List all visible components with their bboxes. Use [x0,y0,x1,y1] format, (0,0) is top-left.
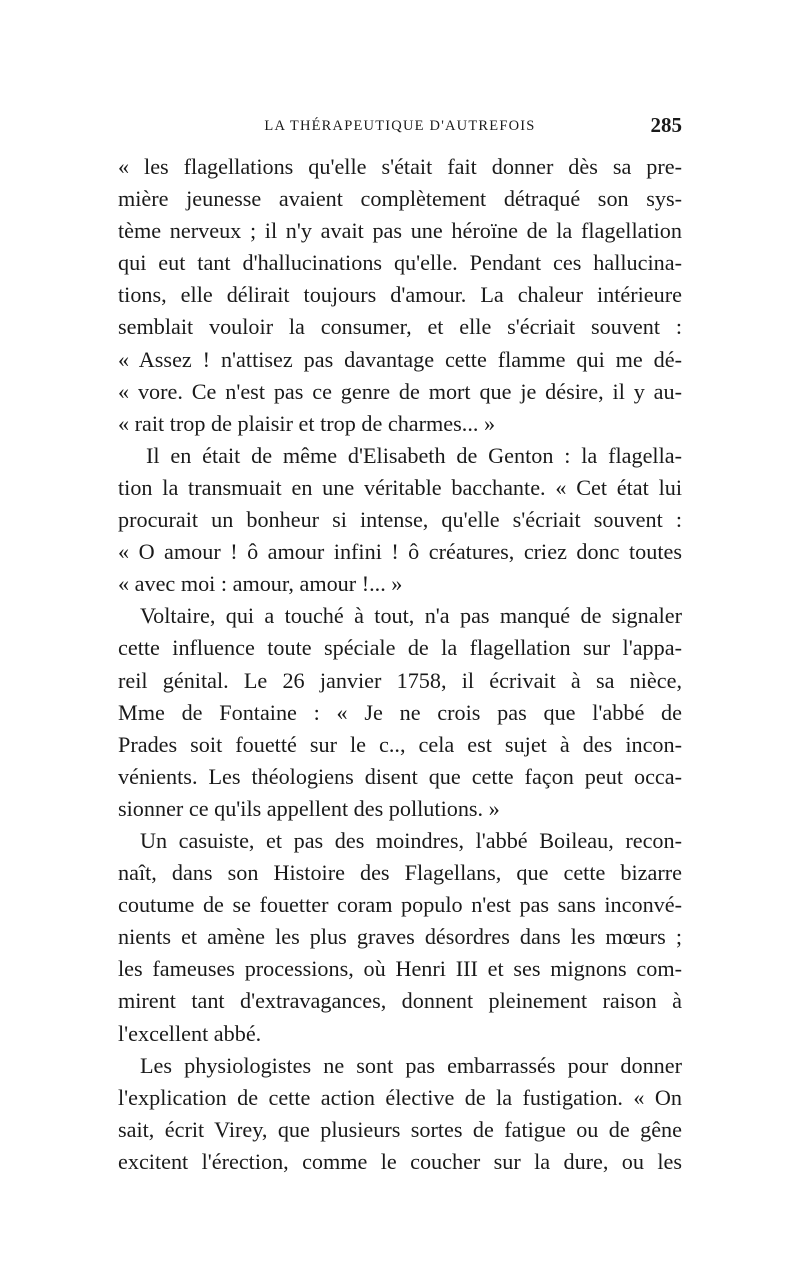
text-line: sait, écrit Virey, que plusieurs sortes de fatigue ou de gêne [118,1116,682,1142]
text-line: Il en était de même d'Elisabeth de Genton : la flagella- [146,442,682,468]
text-line: tions, elle délirait toujours d'amour. La chaleur intérieure [118,282,682,308]
text-line: sionner ce qu'ils appellent des pollutions. » [118,795,500,821]
text-line: coutume de se fouetter coram populo n'est pas sans inconvé- [118,892,682,918]
text-line: excitent l'érection, comme le coucher sur la dure, ou les [118,1148,682,1174]
text-line: reil génital. Le 26 janvier 1758, il écrivait à sa nièce, [118,667,682,693]
text-line: nients et amène les plus graves désordres dans les mœurs ; [118,924,682,950]
text-line: Un casuiste, et pas des moindres, l'abbé Boileau, recon- [140,827,682,853]
text-line: semblait vouloir la consumer, et elle s'écriait souvent : [118,314,682,340]
text-line: tion la transmuait en une véritable bacchante. « Cet état lui [118,474,682,500]
text-line: Voltaire, qui a touché à tout, n'a pas manqué de signaler [140,603,682,629]
text-line: « les flagellations qu'elle s'était fait donner dès sa pre- [118,154,682,179]
body-text [118,151,682,1178]
text-line: « rait trop de plaisir et trop de charmes... » [118,410,496,436]
text-line: « vore. Ce n'est pas ce genre de mort que je désire, il y au- [118,378,682,404]
text-line: vénients. Les théologiens disent que cette façon peut occa- [118,763,682,789]
page-number: 285 [650,113,682,137]
text-line: mière jeunesse avaient complètement détraqué son sys- [118,186,682,212]
text-line: les fameuses processions, où Henri III et ses mignons com- [118,956,682,982]
text-line: « O amour ! ô amour infini ! ô créatures, criez donc toutes [118,539,682,565]
text-line: Mme de Fontaine : « Je ne crois pas que l'abbé de [118,699,682,725]
text-line: l'excellent abbé. [118,1020,262,1046]
text-line: « avec moi : amour, amour !... » [118,571,403,597]
text-line: « Assez ! n'attisez pas davantage cette flamme qui me dé- [118,346,682,372]
text-line: naît, dans son Histoire des Flagellans, que cette bizarre [118,860,682,886]
text-line: mirent tant d'extravagances, donnent pleinement raison à [118,988,682,1014]
running-title: LA THÉRAPEUTIQUE D'AUTREFOIS [264,118,536,134]
text-line: qui eut tant d'hallucinations qu'elle. Pendant ces hallucina- [118,250,682,276]
text-line: procurait un bonheur si intense, qu'elle s'écriait souvent : [118,507,682,533]
text-line: Les physiologistes ne sont pas embarrassés pour donner [140,1052,682,1078]
text-line: Prades soit fouetté sur le c.., cela est sujet à des incon- [118,731,682,757]
running-head [118,113,682,140]
text-line: cette influence toute spéciale de la flagellation sur l'appa- [118,635,682,661]
text-line: tème nerveux ; il n'y avait pas une héroïne de la flagellation [118,218,682,244]
text-line: l'explication de cette action élective de la fustigation. « On [118,1084,682,1110]
